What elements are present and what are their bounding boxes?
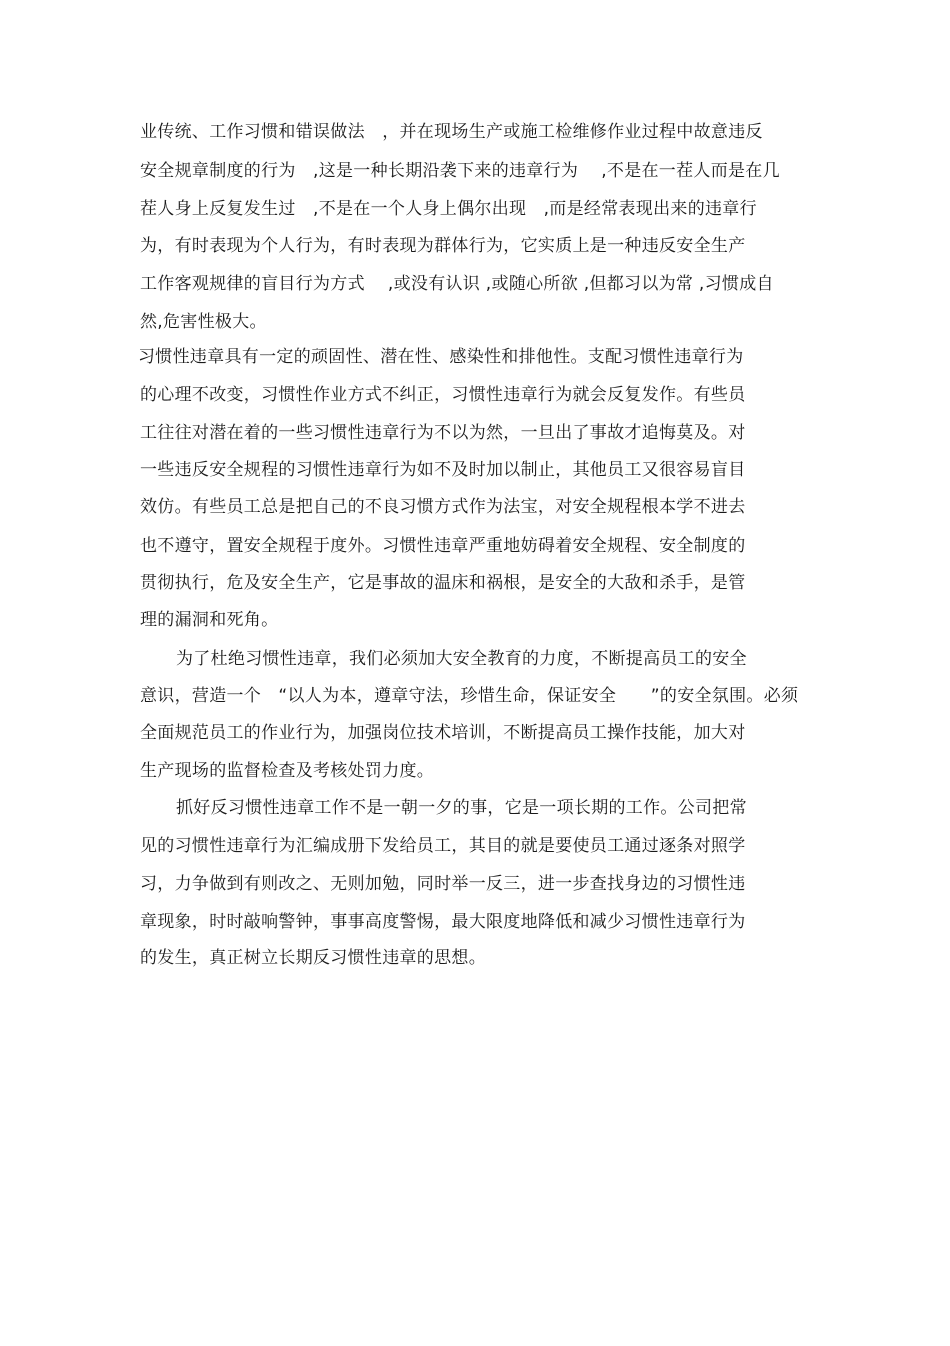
text-line: 业传统、工作习惯和错误做法 ，并在现场生产或施工检维修作业过程中故意违反	[140, 122, 763, 142]
text-line: 见的习惯性违章行为汇编成册下发给员工，其目的就是要使员工通过逐条对照学	[140, 836, 746, 856]
text-line: 章现象，时时敲响警钟，事事高度警惕，最大限度地降低和减少习惯性违章行为	[140, 912, 746, 932]
text-line: 的心理不改变，习惯性作业方式不纠正，习惯性违章行为就会反复发作。有些员	[140, 385, 746, 405]
text-line: 工作客观规律的盲目行为方式 ,或没有认识 ,或随心所欲 ,但都习以为常 ,习惯成自	[140, 274, 774, 294]
paragraph-start-line: 为了杜绝习惯性违章，我们必须加大安全教育的力度，不断提高员工的安全	[176, 649, 747, 669]
text-line: 一些违反安全规程的习惯性违章行为如不及时加以制止，其他员工又很容易盲目	[140, 460, 746, 480]
text-line: 工往往对潜在着的一些习惯性违章行为不以为然，一旦出了事故才追悔莫及。对	[140, 423, 746, 443]
text-line: 全面规范员工的作业行为，加强岗位技术培训，不断提高员工操作技能，加大对	[140, 723, 746, 743]
text-line: 意识，营造一个 “以人为本，遵章守法，珍惜生命，保证安全 ”的安全氛围。必须	[140, 686, 799, 706]
text-line: 茬人身上反复发生过 ,不是在一个人身上偶尔出现 ,而是经常表现出来的违章行	[140, 199, 757, 219]
text-line: 然,危害性极大。	[140, 312, 267, 332]
text-line: 也不遵守，置安全规程于度外。习惯性违章严重地妨碍着安全规程、安全制度的	[140, 536, 746, 556]
text-line: 理的漏洞和死角。	[140, 610, 279, 630]
text-line: 习，力争做到有则改之、无则加勉，同时举一反三，进一步查找身边的习惯性违	[140, 874, 746, 894]
text-line: 的发生，真正树立长期反习惯性违章的思想。	[140, 948, 486, 968]
paragraph-start-line: 习惯性违章具有一定的顽固性、潜在性、感染性和排他性。支配习惯性违章行为	[138, 347, 744, 367]
text-line: 生产现场的监督检查及考核处罚力度。	[140, 761, 435, 781]
text-line: 安全规章制度的行为 ,这是一种长期沿袭下来的违章行为 ,不是在一茬人而是在几	[140, 161, 780, 181]
text-line: 为，有时表现为个人行为，有时表现为群体行为，它实质上是一种违反安全生产	[140, 236, 746, 256]
paragraph-start-line: 抓好反习惯性违章工作不是一朝一夕的事，它是一项长期的工作。公司把常	[176, 798, 747, 818]
text-line: 贯彻执行，危及安全生产，它是事故的温床和祸根，是安全的大敌和杀手，是管	[140, 573, 746, 593]
text-line: 效仿。有些员工总是把自己的不良习惯方式作为法宝，对安全规程根本学不进去	[140, 497, 746, 517]
